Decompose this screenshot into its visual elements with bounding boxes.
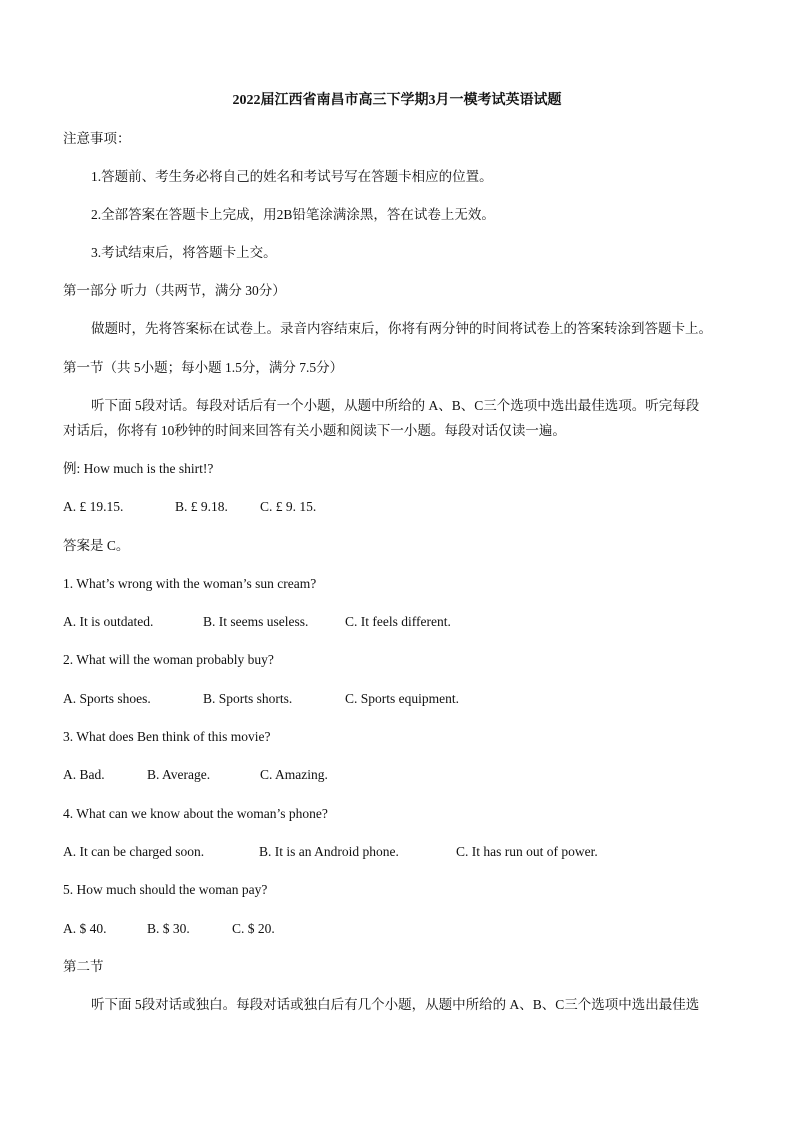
- option-a: A. $ 40.: [63, 921, 107, 936]
- question-2: 2. What will the woman probably buy?: [63, 652, 274, 667]
- section1-instruction: 对话后，你将有 10秒钟的时间来回答有关小题和阅读下一小题。每段对话仅读一遍。: [63, 423, 566, 438]
- section2-instruction: 听下面 5段对话或独白。每段对话或独白后有几个小题，从题中所给的 A、B、C三个选项中选出最佳选: [91, 997, 700, 1012]
- option-a: A. It can be charged soon.: [63, 844, 205, 859]
- option-c: C. It feels different.: [345, 614, 451, 629]
- question-5: 5. How much should the woman pay?: [63, 882, 268, 897]
- example-question: 例: How much is the shirt!?: [63, 461, 214, 476]
- option-c: C. £ 9. 15.: [260, 499, 317, 514]
- question-1: 1. What’s wrong with the woman’s sun cream?: [63, 576, 317, 591]
- section1-instruction: 听下面 5段对话。每段对话后有一个小题，从题中所给的 A、B、C三个选项中选出最佳选项。听完每段: [91, 398, 700, 413]
- option-b: B. Sports shorts.: [203, 691, 293, 706]
- notice-item: 1.答题前、考生务必将自己的姓名和考试号写在答题卡相应的位置。: [91, 169, 493, 184]
- question-3: 3. What does Ben think of this movie?: [63, 729, 271, 744]
- page-title: 2022届江西省南昌市高三下学期3月一模考试英语试题: [232, 93, 562, 108]
- notice-heading: 注意事项：: [63, 131, 131, 146]
- option-b: B. £ 9.18.: [175, 499, 228, 514]
- option-c: C. It has run out of power.: [456, 844, 598, 859]
- part1-heading: 第一部分 听力（共两节，满分 30分）: [63, 283, 286, 298]
- notice-item: 2.全部答案在答题卡上完成，用2B铅笔涂满涂黑，答在试卷上无效。: [91, 207, 495, 222]
- section1-heading: 第一节（共 5小题；每小题 1.5分，满分 7.5分）: [63, 360, 344, 375]
- option-a: A. Bad.: [63, 767, 105, 782]
- option-a: A. Sports shoes.: [63, 691, 151, 706]
- option-b: B. Average.: [147, 767, 211, 782]
- option-b: B. It is an Android phone.: [259, 844, 399, 859]
- part1-instruction: 做题时，先将答案标在试卷上。录音内容结束后，你将有两分钟的时间将试卷上的答案转涂到答题卡上。: [91, 321, 712, 336]
- notice-item: 3.考试结束后，将答题卡上交。: [91, 245, 277, 260]
- option-a: A. £ 19.15.: [63, 499, 124, 514]
- option-b: B. $ 30.: [147, 921, 190, 936]
- question-4: 4. What can we know about the woman’s phone?: [63, 806, 328, 821]
- option-b: B. It seems useless.: [203, 614, 309, 629]
- example-answer: 答案是 C。: [63, 538, 130, 553]
- option-c: C. $ 20.: [232, 921, 275, 936]
- option-a: A. It is outdated.: [63, 614, 154, 629]
- option-c: C. Sports equipment.: [345, 691, 459, 706]
- section2-heading: 第二节: [63, 959, 104, 974]
- option-c: C. Amazing.: [260, 767, 328, 782]
